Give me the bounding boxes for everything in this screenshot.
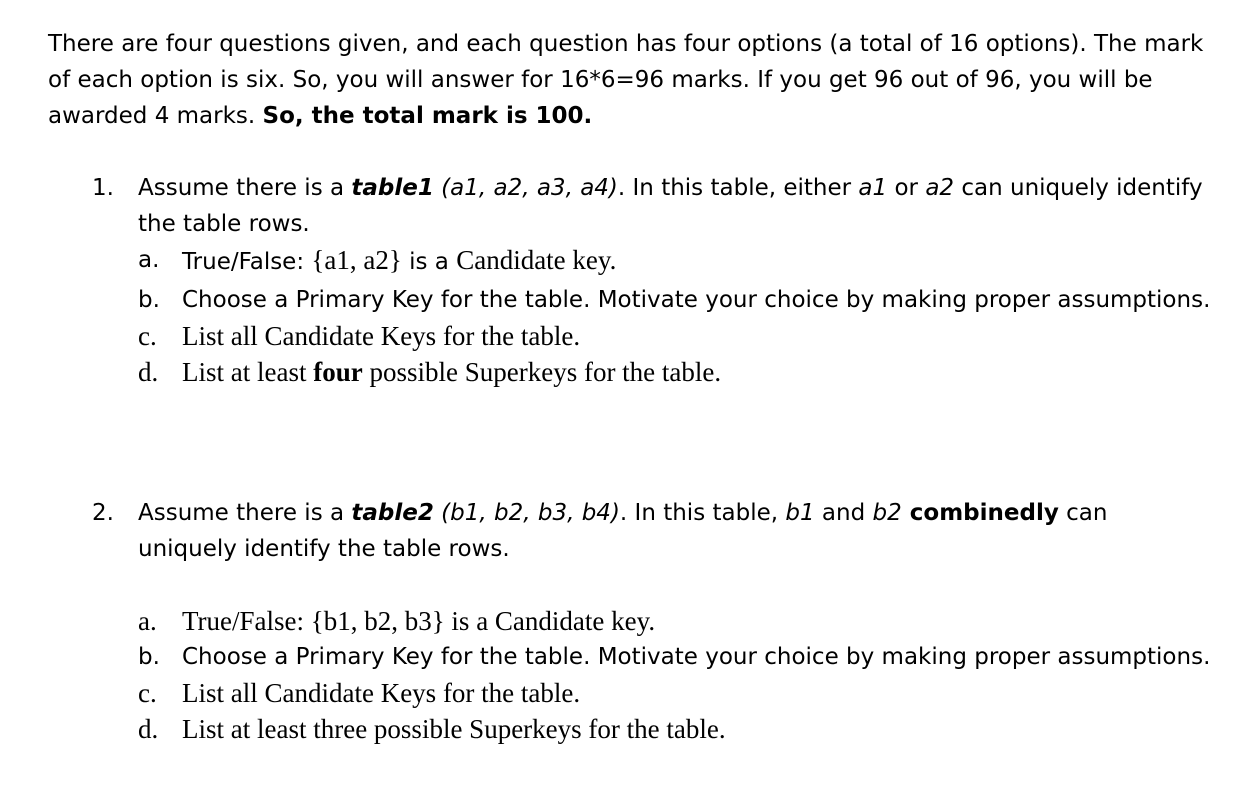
intro-total-mark: So, the total mark is 100. [262,103,593,129]
q2-option-d-letter: d. [138,714,159,744]
q1-option-c-letter: c. [138,321,157,351]
q2-option-c-text: List all Candidate Keys for the table. [182,678,581,708]
q1-option-a-text2: {a1, a2} [311,245,402,275]
q1-option-d-post: possible Superkeys for the table. [362,357,722,387]
q2-k2: b2 [872,500,902,526]
q1-option-d-pre: List at least [182,357,314,387]
q1-option-c-text: List all Candidate Keys for the table. [182,321,581,351]
q2-option-a-letter: a. [138,606,157,636]
q2-option-a [92,603,1212,639]
q2-pre: Assume there is a [138,500,352,526]
q2-attrs: (b1, b2, b3, b4) [433,500,620,526]
q2-option-d [92,711,1212,747]
q2-post: can uniquely identify the table rows. [138,500,1108,562]
q1-attrs: (a1, a2, a3, a4) [433,175,618,201]
q1-option-a-text3: is a [401,249,457,275]
question-1-options [92,242,1212,390]
q2-bold: combinedly [901,500,1059,526]
q1-k2: a2 [925,175,955,201]
q1-option-a-letter: a. [138,247,160,273]
q1-option-b-text: Choose a Primary Key for the table. Motivate your choice by making proper assumptions. [182,287,1211,313]
intro-text: There are four questions given, and each question has four options (a total of 16 options). The mark of each option is six. So, you will answer for 16*6=96 marks. If you get 96 out of 96, you will be awarded 4 marks. [48,31,1204,129]
q1-option-d [92,354,1212,390]
q1-k1: a1 [858,175,888,201]
q1-mid2: or [887,175,926,201]
q2-option-a-text: True/False: {b1, b2, b3} is a Candidate key. [182,606,656,636]
q2-option-b [92,639,1212,675]
question-1-number: 1. [92,175,114,201]
q1-option-b-letter: b. [138,287,160,313]
q1-option-b [92,282,1212,318]
question-2-text [138,495,1212,567]
question-2-number: 2. [92,500,114,526]
q1-pre: Assume there is a [138,175,352,201]
intro-paragraph [48,26,1228,134]
q1-option-d-bold: four [313,357,363,387]
question-1 [92,170,1212,390]
q2-mid1: . In this table, [619,500,786,526]
question-2 [92,495,1212,747]
q1-option-a-text4: Candidate key. [456,245,617,275]
q1-table-name: table1 [351,175,434,201]
q1-option-c [92,318,1212,354]
q2-option-c [92,675,1212,711]
q1-post: can uniquely identify the table rows. [138,175,1203,237]
q2-table-name: table2 [351,500,434,526]
q2-mid2: and [814,500,873,526]
question-1-text [138,170,1212,242]
q1-option-d-letter: d. [138,357,159,387]
q1-option-a [92,242,1212,282]
q1-option-a-text1: True/False: [182,249,312,275]
q2-option-c-letter: c. [138,678,157,708]
question-2-options [92,603,1212,747]
q1-mid1: . In this table, either [617,175,859,201]
q2-option-b-letter: b. [138,644,160,670]
q2-k1: b1 [785,500,815,526]
q2-option-d-text: List at least three possible Superkeys for the table. [182,714,726,744]
q2-option-b-text: Choose a Primary Key for the table. Motivate your choice by making proper assumptions. [182,644,1211,670]
